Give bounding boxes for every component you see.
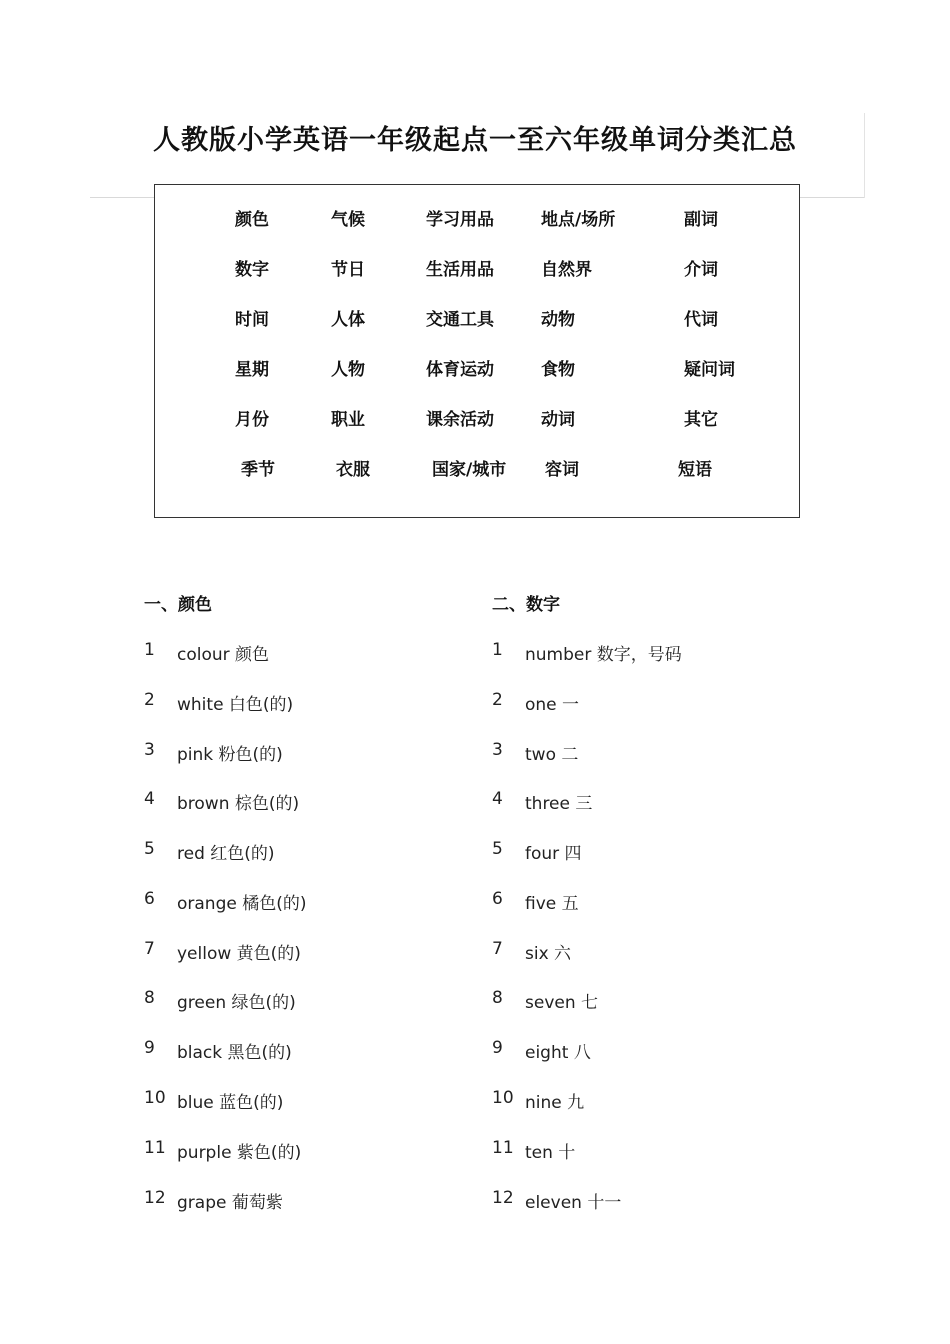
item-number: 10	[144, 1088, 166, 1108]
item-text: ten 十	[525, 1143, 576, 1163]
index-item: 生活用品	[426, 260, 494, 280]
index-item: 体育运动	[426, 360, 494, 380]
item-text: brown 棕色(的)	[177, 794, 300, 814]
index-item: 季节	[241, 460, 275, 480]
item-number: 2	[492, 690, 503, 710]
item-text: two 二	[525, 745, 579, 765]
item-number: 5	[492, 839, 503, 859]
item-text: eight 八	[525, 1043, 591, 1063]
item-number: 4	[492, 789, 503, 809]
item-text: nine 九	[525, 1093, 585, 1113]
item-text: eleven 十一	[525, 1193, 622, 1213]
index-item: 其它	[684, 410, 718, 430]
index-item: 职业	[331, 410, 365, 430]
item-text: five 五	[525, 894, 579, 914]
index-item: 颜色	[235, 210, 269, 230]
section-heading-numbers: 二、数字	[492, 595, 560, 615]
item-text: four 四	[525, 844, 582, 864]
item-text: green 绿色(的)	[177, 993, 296, 1013]
item-number: 3	[144, 740, 155, 760]
index-row	[155, 455, 801, 481]
section-heading-colors: 一、颜色	[144, 595, 212, 615]
item-text: yellow 黄色(的)	[177, 944, 301, 964]
index-item: 国家/城市	[432, 460, 507, 480]
item-number: 9	[492, 1038, 503, 1058]
header-side-rule	[864, 113, 865, 198]
index-item: 月份	[235, 410, 269, 430]
item-text: purple 紫色(的)	[177, 1143, 302, 1163]
index-row	[155, 255, 801, 281]
index-row	[155, 405, 801, 431]
index-item: 人体	[331, 310, 365, 330]
item-text: seven 七	[525, 993, 599, 1013]
item-text: blue 蓝色(的)	[177, 1093, 284, 1113]
index-item: 学习用品	[426, 210, 494, 230]
item-text: number 数字，号码	[525, 645, 682, 665]
item-number: 10	[492, 1088, 514, 1108]
index-item: 交通工具	[426, 310, 494, 330]
page-title: 人教版小学英语一年级起点一至六年级单词分类汇总	[153, 125, 797, 156]
index-item: 时间	[235, 310, 269, 330]
index-item: 代词	[684, 310, 718, 330]
item-number: 7	[144, 939, 155, 959]
index-item: 动词	[541, 410, 575, 430]
item-text: colour 颜色	[177, 645, 270, 665]
item-number: 1	[492, 640, 503, 660]
index-item: 动物	[541, 310, 575, 330]
item-text: grape 葡萄紫	[177, 1193, 283, 1213]
index-row	[155, 205, 801, 231]
index-row	[155, 355, 801, 381]
item-number: 8	[144, 988, 155, 1008]
index-item: 气候	[331, 210, 365, 230]
item-text: white 白色(的)	[177, 695, 294, 715]
index-row	[155, 305, 801, 331]
item-number: 1	[144, 640, 155, 660]
index-item: 人物	[331, 360, 365, 380]
item-text: orange 橘色(的)	[177, 894, 307, 914]
item-number: 8	[492, 988, 503, 1008]
item-text: black 黑色(的)	[177, 1043, 292, 1063]
item-number: 5	[144, 839, 155, 859]
item-number: 12	[492, 1188, 514, 1208]
index-item: 疑问词	[684, 360, 735, 380]
index-item: 节日	[331, 260, 365, 280]
index-item: 课余活动	[426, 410, 494, 430]
item-number: 4	[144, 789, 155, 809]
item-text: six 六	[525, 944, 572, 964]
index-item: 自然界	[541, 260, 592, 280]
index-item: 数字	[235, 260, 269, 280]
item-number: 7	[492, 939, 503, 959]
index-item: 地点/场所	[541, 210, 616, 230]
index-item: 介词	[684, 260, 718, 280]
index-item: 短语	[678, 460, 712, 480]
index-item: 星期	[235, 360, 269, 380]
index-item: 衣服	[336, 460, 370, 480]
category-index-box	[154, 184, 800, 518]
index-item: 食物	[541, 360, 575, 380]
item-number: 12	[144, 1188, 166, 1208]
item-number: 11	[492, 1138, 514, 1158]
item-number: 6	[144, 889, 155, 909]
item-text: red 红色(的)	[177, 844, 275, 864]
item-number: 3	[492, 740, 503, 760]
item-text: one 一	[525, 695, 580, 715]
index-item: 容词	[545, 460, 579, 480]
index-item: 副词	[684, 210, 718, 230]
item-text: pink 粉色(的)	[177, 745, 283, 765]
item-number: 2	[144, 690, 155, 710]
item-number: 11	[144, 1138, 166, 1158]
item-text: three 三	[525, 794, 593, 814]
item-number: 6	[492, 889, 503, 909]
item-number: 9	[144, 1038, 155, 1058]
